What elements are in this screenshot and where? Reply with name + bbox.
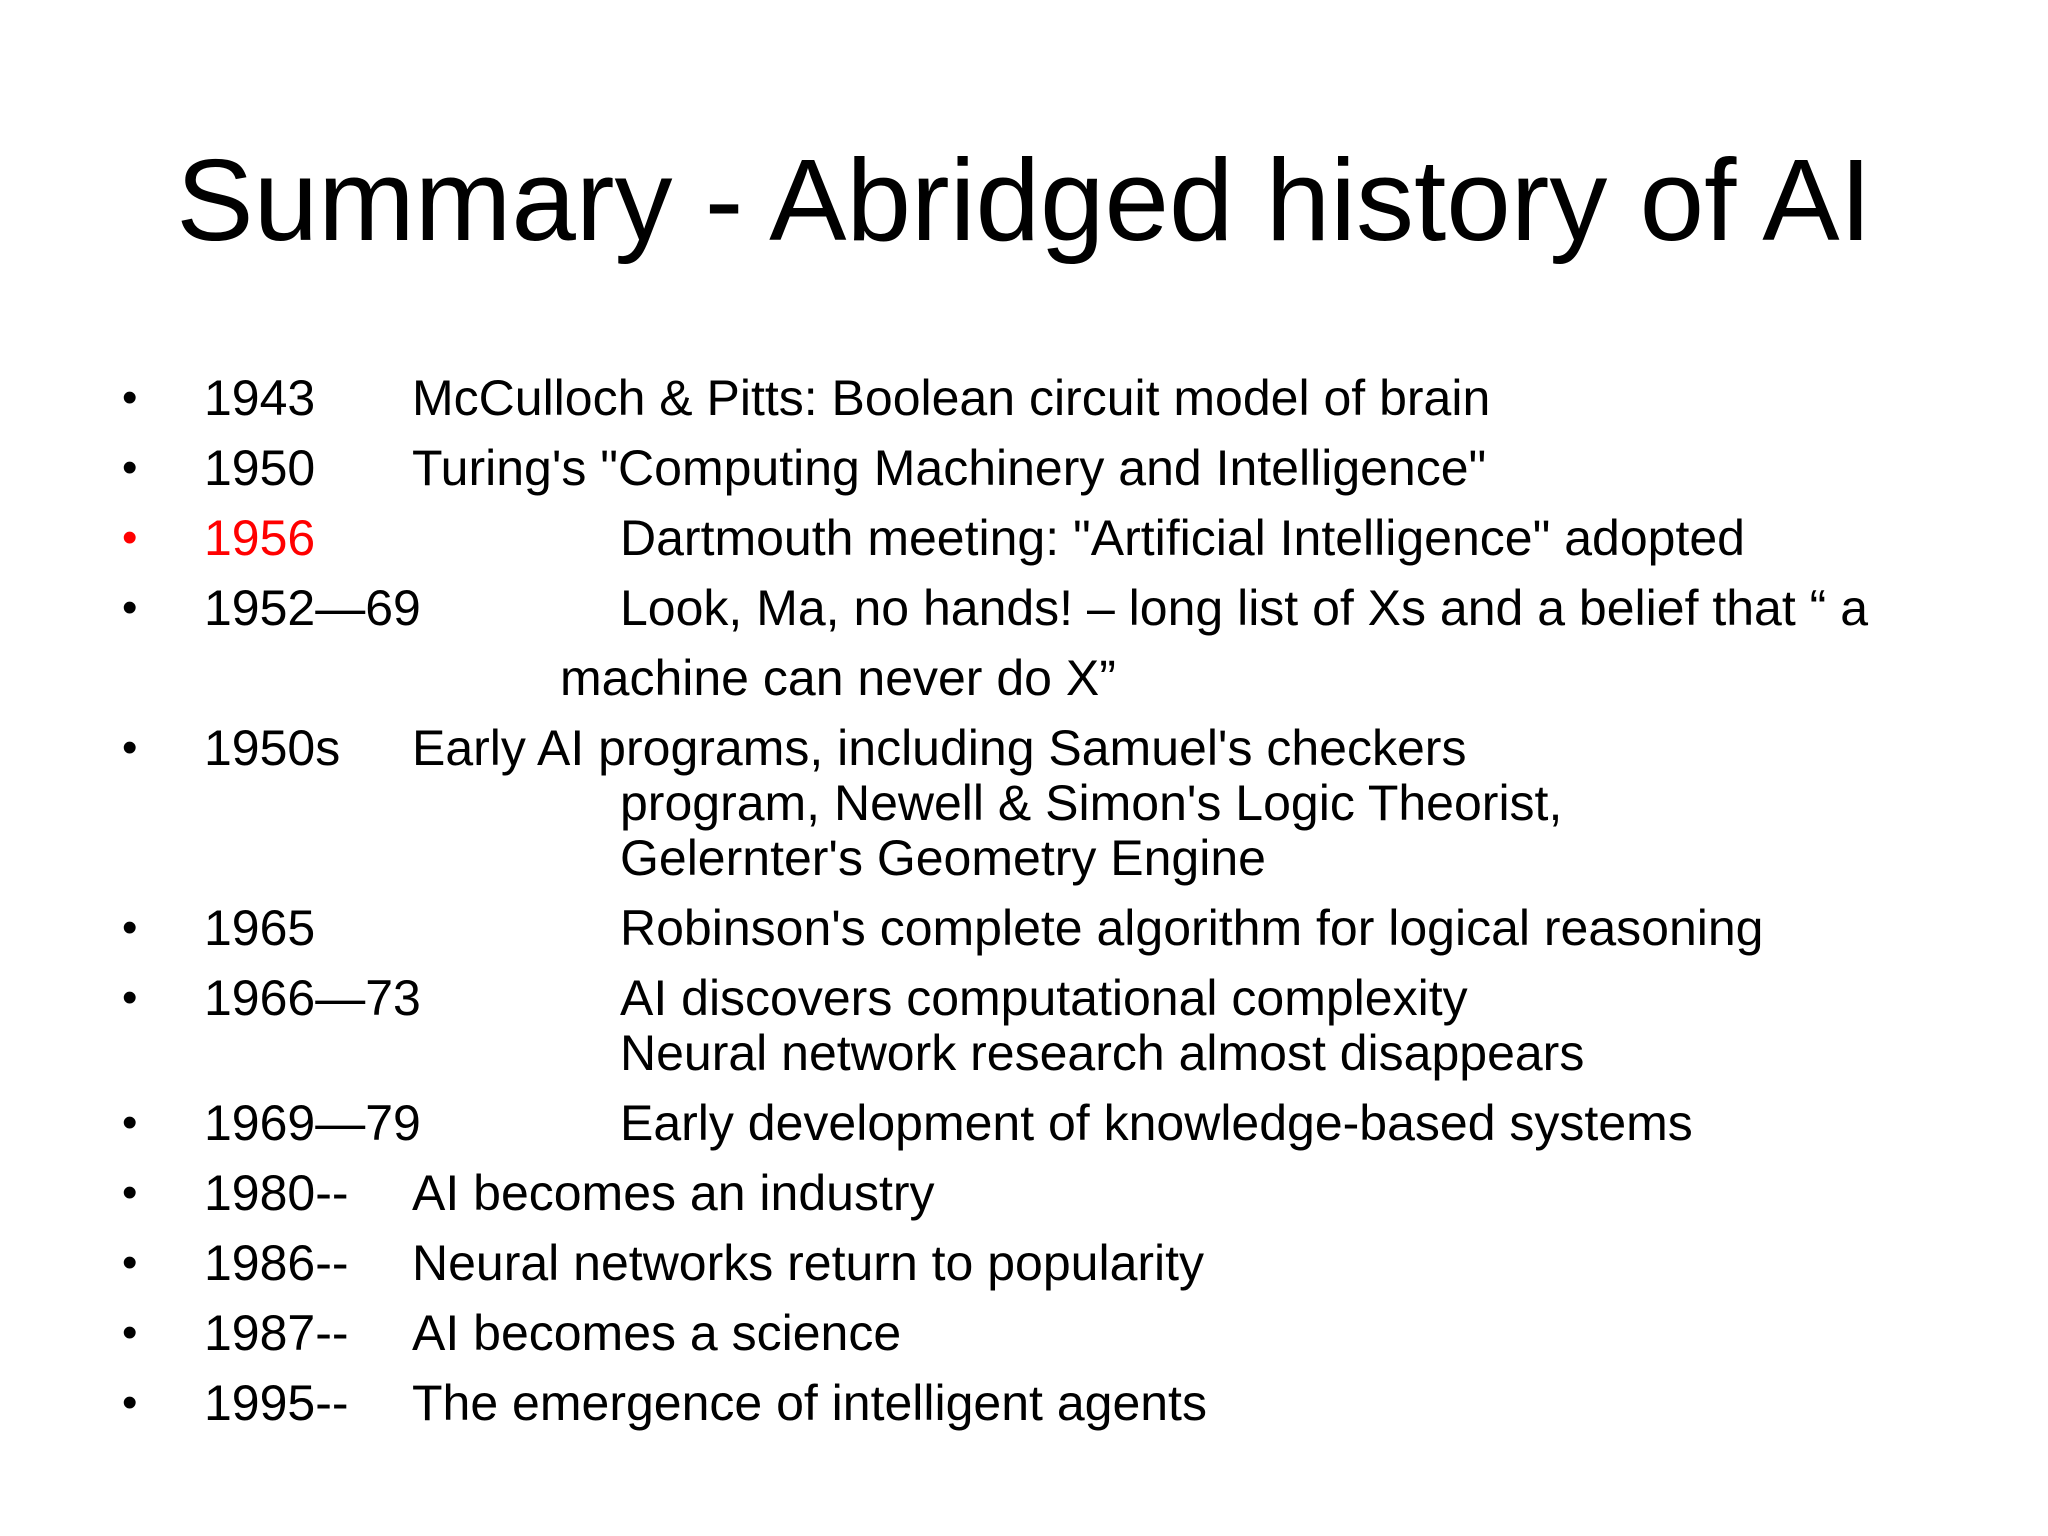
- bullet-icon: •: [122, 1378, 138, 1427]
- bullet-icon: •: [122, 723, 138, 772]
- list-item: [0, 1163, 2048, 1223]
- item-year: 1950s: [204, 720, 341, 776]
- bullet-icon: •: [122, 443, 138, 492]
- list-item: [0, 1093, 2048, 1153]
- item-description: Look, Ma, no hands! – long list of Xs and a belief that “ a: [620, 580, 1868, 636]
- list-item: [0, 718, 2048, 778]
- item-description-continued: Gelernter's Geometry Engine: [620, 830, 1266, 886]
- bullet-icon: •: [122, 1308, 138, 1357]
- list-item: [0, 1233, 2048, 1293]
- list-item: [0, 578, 2048, 638]
- item-description: Turing's "Computing Machinery and Intelligence": [412, 440, 1487, 496]
- bullet-icon: •: [122, 903, 138, 952]
- item-description: The emergence of intelligent agents: [412, 1375, 1207, 1431]
- item-year: 1956: [204, 510, 316, 566]
- item-year: 1980--: [204, 1165, 349, 1221]
- list-item: [0, 968, 2048, 1028]
- item-year: 1969—79: [204, 1095, 421, 1151]
- list-item: [0, 898, 2048, 958]
- item-description-continued: machine can never do X”: [560, 650, 1116, 706]
- item-description: Dartmouth meeting: "Artificial Intelligence" adopted: [620, 510, 1745, 566]
- bullet-icon: •: [122, 373, 138, 422]
- bullet-icon: •: [122, 1238, 138, 1287]
- item-year: 1943: [204, 370, 316, 426]
- item-description: Robinson's complete algorithm for logical reasoning: [620, 900, 1764, 956]
- bullet-icon: •: [122, 583, 138, 632]
- bullet-icon: •: [122, 973, 138, 1022]
- item-year: 1986--: [204, 1235, 349, 1291]
- list-item-highlighted: [0, 508, 2048, 568]
- list-item: [0, 1303, 2048, 1363]
- item-year: 1952—69: [204, 580, 421, 636]
- bullet-icon: •: [122, 1168, 138, 1217]
- list-item: [0, 438, 2048, 498]
- item-year: 1995--: [204, 1375, 349, 1431]
- item-description: AI becomes an industry: [412, 1165, 935, 1221]
- item-description: Early development of knowledge-based systems: [620, 1095, 1693, 1151]
- bullet-icon: •: [122, 1098, 138, 1147]
- slide-title: Summary - Abridged history of AI: [176, 135, 1872, 265]
- list-item: [0, 1373, 2048, 1433]
- item-description: AI discovers computational complexity: [620, 970, 1468, 1026]
- item-description-continued: Neural network research almost disappears: [620, 1025, 1585, 1081]
- item-description: Early AI programs, including Samuel's checkers: [412, 720, 1467, 776]
- item-description: AI becomes a science: [412, 1305, 902, 1361]
- item-description-continued: program, Newell & Simon's Logic Theorist,: [620, 775, 1563, 831]
- bullet-icon: •: [122, 513, 138, 562]
- item-year: 1987--: [204, 1305, 349, 1361]
- item-year: 1950: [204, 440, 316, 496]
- item-year: 1965: [204, 900, 316, 956]
- list-item: [0, 368, 2048, 428]
- item-description: Neural networks return to popularity: [412, 1235, 1205, 1291]
- item-description: McCulloch & Pitts: Boolean circuit model of brain: [412, 370, 1491, 426]
- item-year: 1966—73: [204, 970, 421, 1026]
